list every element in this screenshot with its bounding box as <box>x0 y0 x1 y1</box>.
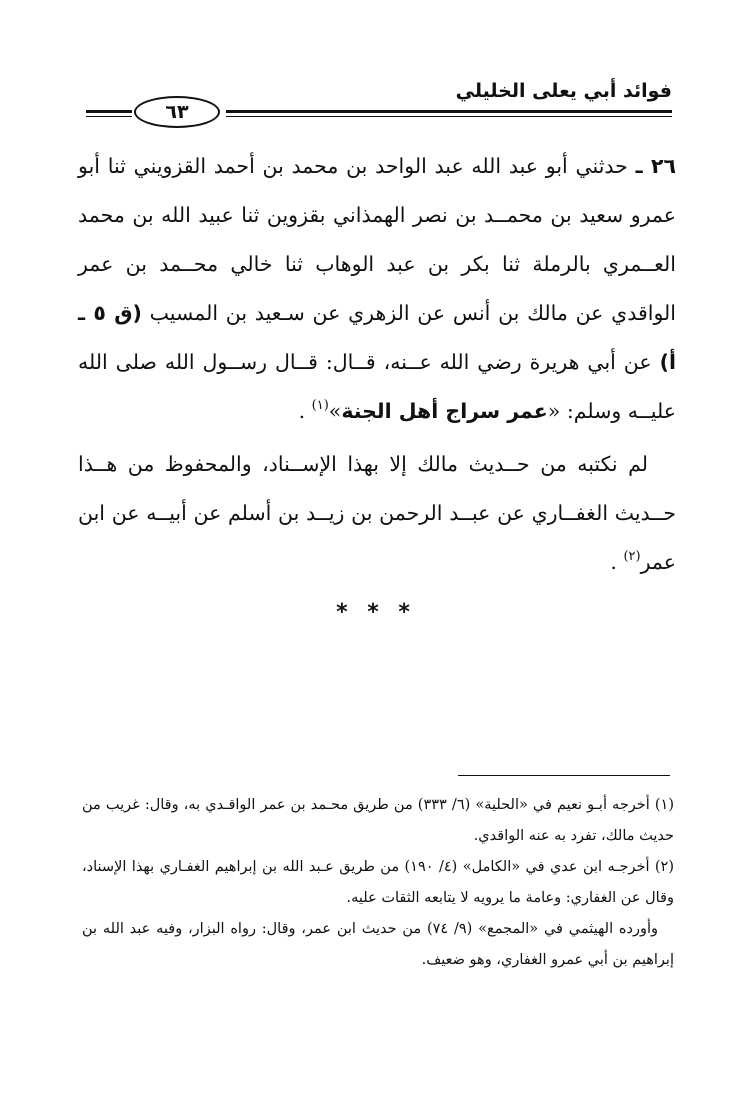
sentence-end-1: . <box>298 399 312 423</box>
quote-close: » <box>328 399 342 423</box>
page-header <box>84 78 672 128</box>
header-rule-left-thin <box>86 116 132 117</box>
header-rule-thin <box>226 116 672 117</box>
footnotes <box>82 790 674 976</box>
main-text <box>78 142 676 587</box>
footnote-rule <box>458 775 670 776</box>
running-title: فوائد أبي يعلى الخليلي <box>455 80 672 102</box>
hadith-number: ٢٦ ـ <box>635 154 676 178</box>
hadith-chain-end: عن أبي هريرة رضي الله عــنه، قــال: قــال رســول الله صلى الله عليــه وسلم: <box>78 350 676 423</box>
quote-open: « <box>547 399 561 423</box>
manuscript-reference: (ق ٥ ـ أ) <box>78 301 676 374</box>
footnote-2-continuation: وأورده الهيثمي في «المجمع» (٩/ ٧٤) من حديث ابن عمر، وقال: رواه البزار، وفيه عبد الله بن إبراهيم بن أبي عمرو الغفاري، وهو ضعيف. <box>82 921 674 968</box>
header-rule-thick <box>226 110 672 113</box>
section-separator: * * * <box>336 600 416 625</box>
hadith-chain: حدثني أبو عبد الله عبد الواحد بن محمد بن أحمد القزويني ثنا أبو عمرو سعيد بن محمــد بن نصر الهمذاني بقزوين ثنا عبيد الله بن محمد العــمري بالرملة ثنا بكر بن عبد الوهاب ثنا خالي محــمد بن عمر الواقدي عن مالك بن أنس عن الزهري عن سـعيد بن المسيب <box>78 154 676 325</box>
footnote-2: (٢) أخرجـه ابن عدي في «الكامل» (٤/ ١٩٠) من طريق عـبد الله بن إبراهيم الغفـاري بهذا الإسناد، وقال عن الغفاري: وعامة ما يرويه لا يتابعه الثقات عليه. <box>82 859 675 906</box>
header-rule-left-thick <box>86 110 132 113</box>
commentary-text: لم نكتبه من حــديث مالك إلا بهذا الإســناد، والمحفوظ من هــذا حــديث الغفــاري عن عبــد الرحمن بن زيــد بن أسلم عن أبيــه عن ابن عمر <box>78 452 676 574</box>
hadith-paragraph <box>78 142 676 436</box>
footnote-ref-2[interactable]: (٢) <box>623 549 641 564</box>
footnote-1: (١) أخرجه أبـو نعيم في «الحلية» (٦/ ٣٣٣) من طريق محـمد بن عمر الواقـدي به، وقال: غريب من حديث مالك، تفرد به عنه الواقدي. <box>82 797 674 844</box>
commentary-paragraph <box>78 440 676 587</box>
hadith-quote: عمر سراج أهل الجنة <box>341 399 548 423</box>
sentence-end-2: . <box>610 550 624 574</box>
page-number: ٦٣ <box>134 96 220 128</box>
footnote-ref-1[interactable]: (١) <box>311 398 329 413</box>
